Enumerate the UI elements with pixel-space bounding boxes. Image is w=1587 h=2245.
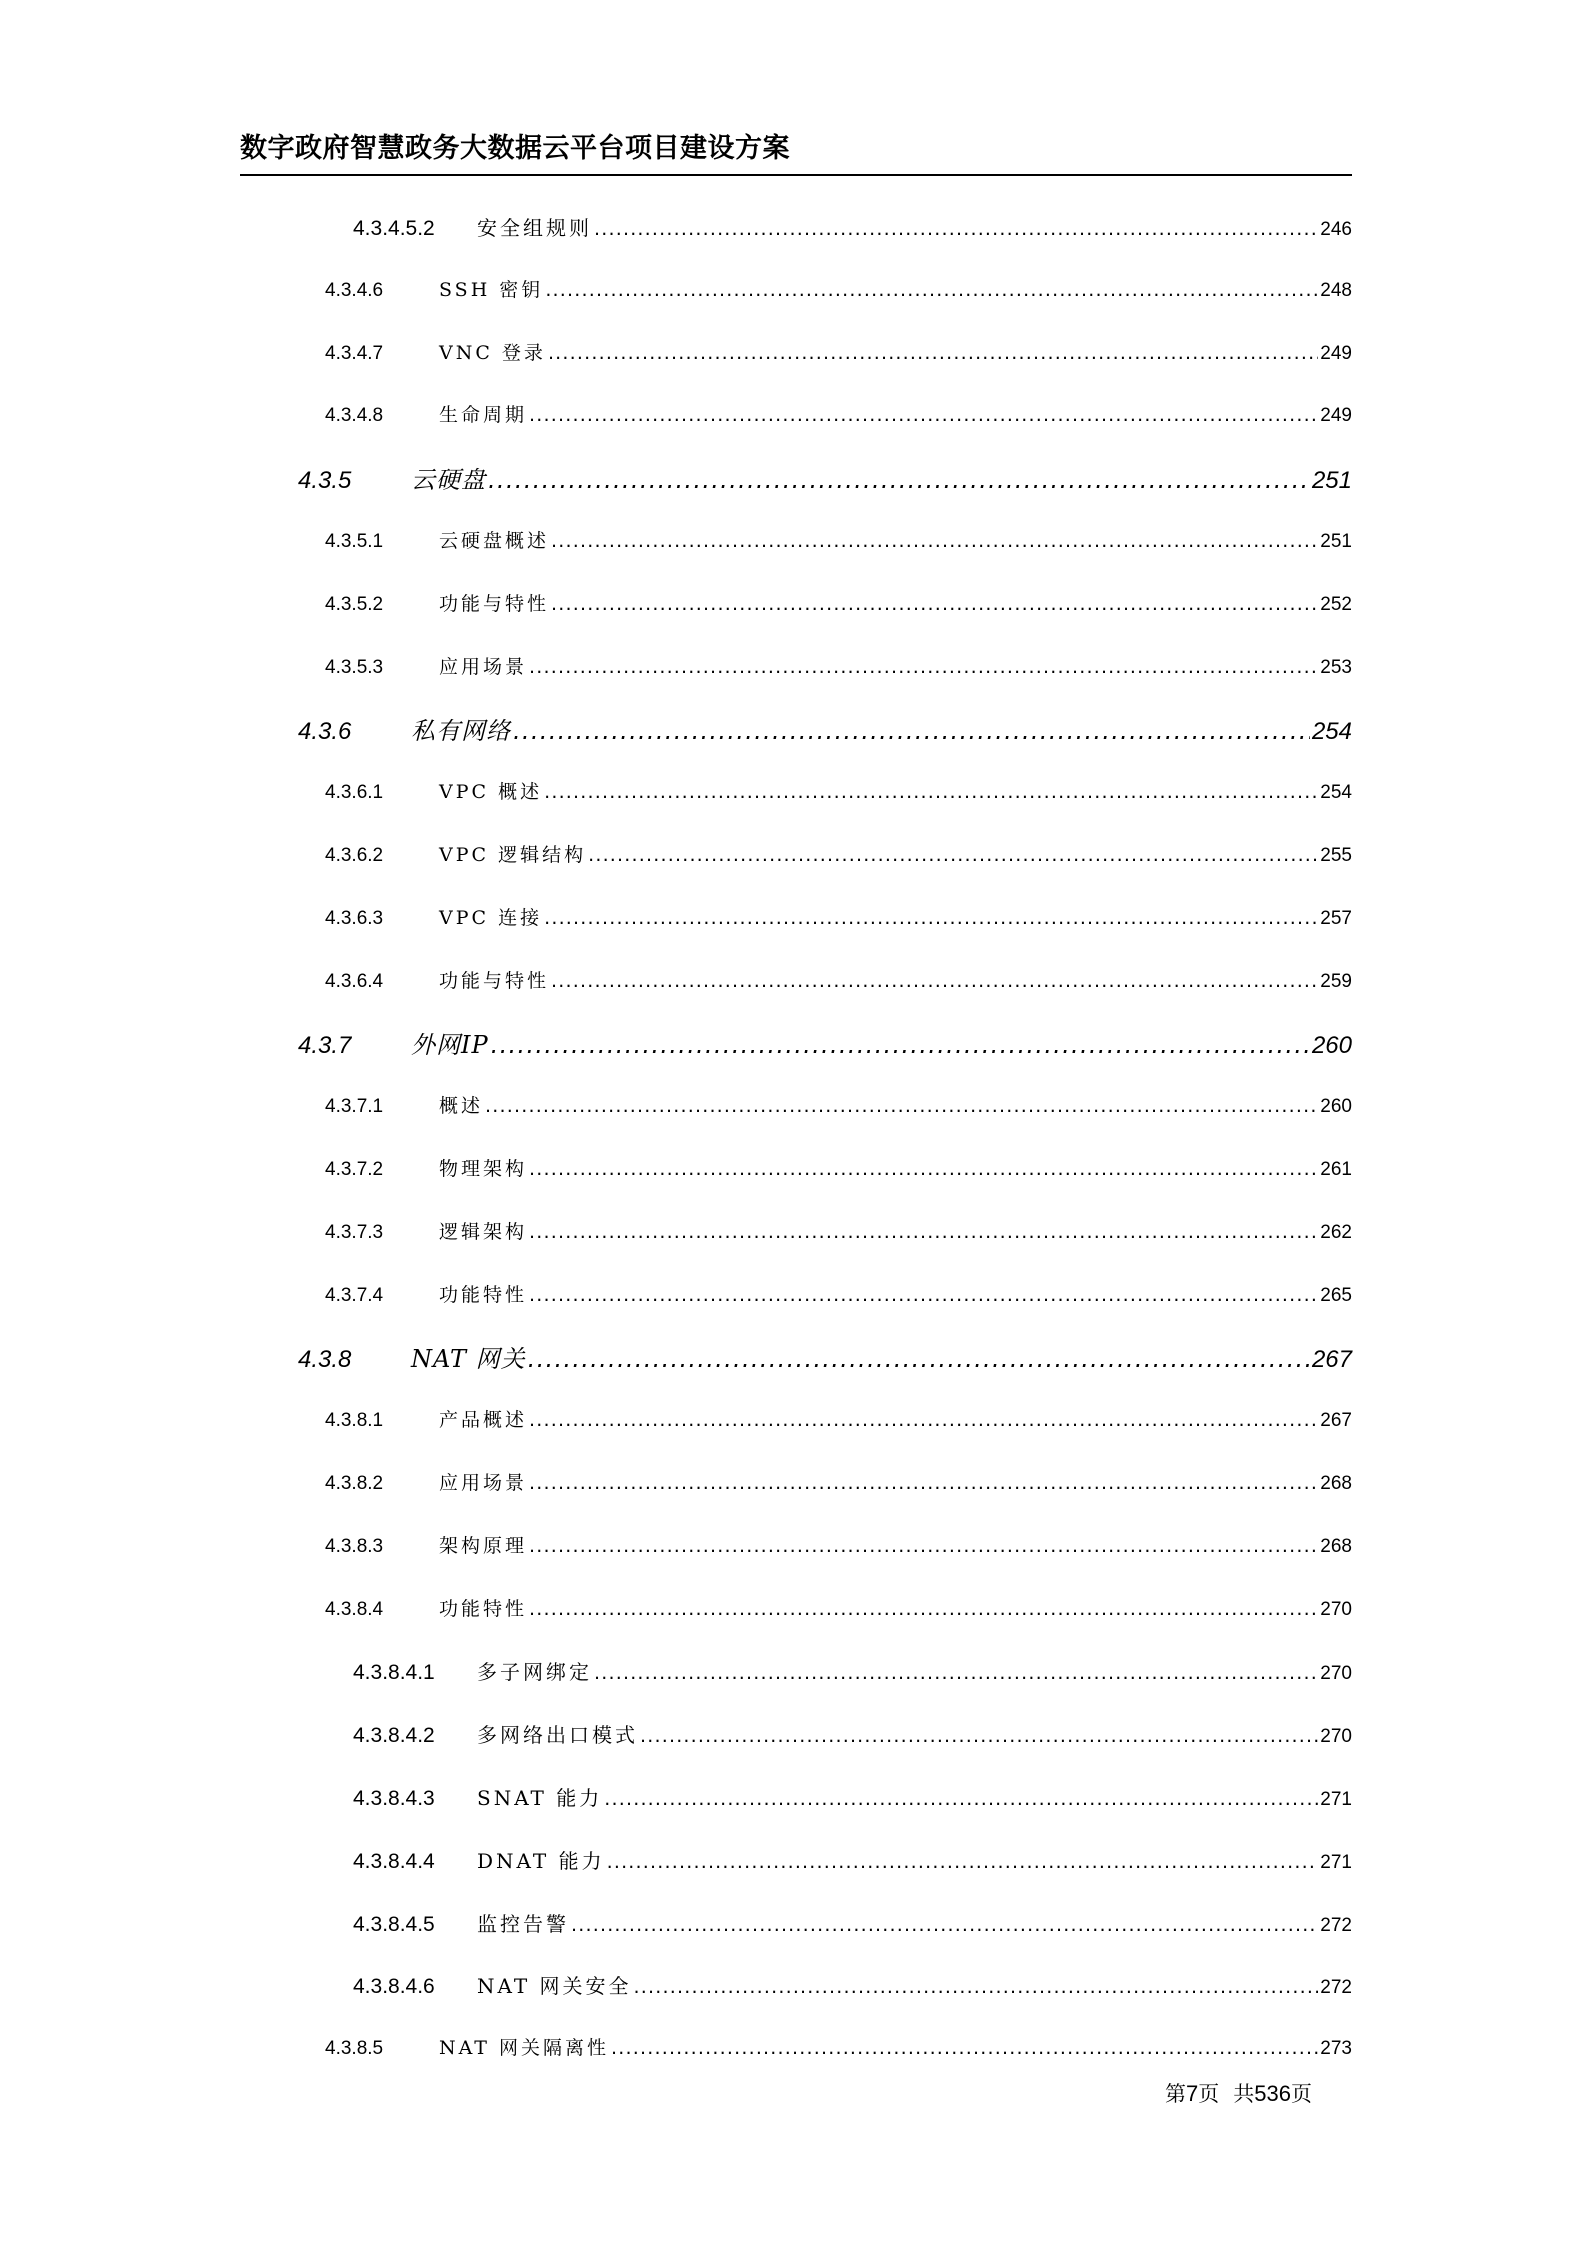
toc-entry-title: 物理架构	[439, 1158, 528, 1180]
toc-entry[interactable]	[325, 2033, 1352, 2063]
toc-entry-number: 4.3.4.8	[325, 405, 384, 427]
toc-entry-number: 4.3.7.2	[325, 1159, 384, 1180]
toc-entry[interactable]	[353, 1970, 1352, 2000]
toc-dot-leader	[529, 1221, 1318, 1243]
toc-dot-leader	[604, 1788, 1318, 1810]
toc-entry-title: 多子网绑定	[477, 1660, 592, 1685]
toc-dot-leader	[634, 1976, 1319, 1998]
toc-entry-page: 261	[1320, 1159, 1352, 1180]
toc-dot-leader	[551, 530, 1318, 552]
toc-entry-page: 272	[1320, 1914, 1352, 1936]
toc-entry-number: 4.3.8.1	[325, 1410, 384, 1432]
toc-entry-number: 4.3.4.6	[325, 279, 384, 301]
toc-entry-number: 4.3.7	[298, 1032, 352, 1060]
toc-entry-page: 249	[1320, 405, 1352, 427]
toc-entry[interactable]	[325, 903, 1352, 933]
toc-entry-number: 4.3.8.4	[325, 1598, 384, 1620]
toc-entry-title: 功能特性	[439, 1597, 528, 1620]
toc-dot-leader	[588, 844, 1318, 866]
toc-entry[interactable]	[325, 777, 1352, 807]
toc-entry[interactable]	[325, 966, 1352, 996]
toc-dot-leader	[548, 342, 1318, 364]
toc-dot-leader	[594, 1662, 1318, 1684]
toc-entry[interactable]	[325, 1594, 1352, 1624]
toc-dot-leader	[529, 1284, 1318, 1306]
toc-entry-title: 外网IP	[411, 1031, 489, 1060]
toc-entry-title: 概述	[439, 1095, 484, 1118]
toc-entry[interactable]	[325, 1531, 1352, 1561]
toc-entry[interactable]	[325, 1154, 1352, 1184]
toc-entry-number: 4.3.8.4.6	[353, 1975, 435, 1999]
toc-entry[interactable]	[325, 275, 1352, 305]
toc-entry[interactable]	[325, 400, 1352, 430]
toc-dot-leader	[594, 218, 1318, 240]
footer-page-suffix: 页	[1198, 2082, 1220, 2106]
toc-entry-page: 267	[1320, 1410, 1352, 1432]
toc-entry-number: 4.3.7.1	[325, 1096, 384, 1118]
toc-dot-leader	[551, 970, 1318, 992]
toc-entry-title: 应用场景	[439, 655, 528, 678]
toc-entry-title: SNAT 能力	[477, 1786, 603, 1810]
toc-entry-title: 生命周期	[439, 404, 528, 427]
total-pages-number: 536	[1254, 2081, 1291, 2106]
toc-entry[interactable]	[353, 212, 1352, 242]
toc-entry-number: 4.3.5	[298, 467, 352, 495]
footer-total-suffix: 页	[1290, 2082, 1312, 2106]
toc-entry[interactable]	[325, 589, 1352, 619]
toc-entry-number: 4.3.4.5.2	[353, 217, 435, 240]
toc-entry-page: 260	[1311, 1032, 1352, 1060]
footer-prefix: 第	[1165, 2082, 1186, 2106]
toc-entry-number: 4.3.7.3	[325, 1221, 384, 1243]
toc-entry-title: SSH 密钥	[439, 278, 544, 301]
toc-entry-number: 4.3.6.3	[325, 907, 384, 929]
toc-entry-title: 云硬盘	[411, 466, 486, 495]
toc-entry-page: 257	[1320, 907, 1352, 929]
toc-entry-title: 私有网络	[411, 717, 511, 746]
toc-entry-title: NAT 网关	[411, 1345, 526, 1374]
toc-entry-page: 248	[1320, 279, 1352, 301]
toc-dot-leader	[544, 907, 1318, 929]
toc-entry-title: 功能与特性	[439, 592, 550, 615]
page-footer	[1165, 2080, 1312, 2108]
toc-entry-number: 4.3.8.4.1	[353, 1661, 435, 1685]
toc-dot-leader	[491, 1031, 1310, 1059]
toc-dot-leader	[529, 1598, 1318, 1620]
toc-dot-leader	[640, 1725, 1318, 1747]
toc-entry-number: 4.3.6	[298, 718, 352, 746]
toc-dot-leader	[544, 781, 1318, 803]
toc-entry-number: 4.3.6.2	[325, 845, 384, 866]
toc-entry-title: VPC 概述	[439, 781, 543, 804]
toc-entry-title: 功能与特性	[439, 969, 550, 992]
current-page-number: 7	[1186, 2081, 1199, 2106]
toc-entry-title: 监控告警	[477, 1911, 569, 1936]
toc-entry-number: 4.3.5.2	[325, 593, 384, 615]
toc-dot-leader	[551, 593, 1318, 615]
toc-entry-number: 4.3.8.4.2	[353, 1724, 435, 1748]
document-title: 数字政府智慧政务大数据云平台项目建设方案	[240, 133, 790, 164]
toc-entry[interactable]	[298, 1339, 1352, 1374]
toc-entry[interactable]	[353, 1656, 1352, 1686]
toc-entry[interactable]	[325, 1405, 1352, 1435]
toc-entry[interactable]	[325, 1217, 1352, 1247]
toc-entry-title: 安全组规则	[477, 216, 592, 240]
toc-entry-number: 4.3.5.1	[325, 531, 384, 552]
toc-entry-title: DNAT 能力	[477, 1848, 605, 1873]
toc-entry-number: 4.3.8.4.5	[353, 1912, 435, 1936]
toc-entry[interactable]	[325, 338, 1352, 368]
toc-dot-leader	[545, 279, 1318, 301]
toc-entry[interactable]	[353, 1908, 1352, 1938]
toc-dot-leader	[529, 656, 1318, 678]
toc-entry[interactable]	[325, 652, 1352, 682]
toc-entry-page: 270	[1320, 1726, 1352, 1748]
toc-entry-page: 254	[1320, 782, 1352, 804]
toc-entry[interactable]	[325, 1468, 1352, 1498]
toc-entry-page: 249	[1320, 342, 1352, 364]
toc-dot-leader	[528, 1345, 1310, 1373]
toc-entry-page: 267	[1311, 1346, 1352, 1374]
toc-entry-page: 268	[1320, 1473, 1352, 1494]
toc-entry-page: 252	[1320, 593, 1352, 615]
toc-entry[interactable]	[353, 1719, 1352, 1749]
toc-entry[interactable]	[325, 1280, 1352, 1310]
toc-entry-title: NAT 网关隔离性	[439, 2037, 610, 2060]
toc-entry-title: VNC 登录	[439, 341, 546, 364]
footer-total-prefix: 共	[1233, 2082, 1255, 2106]
toc-entry-page: 271	[1320, 1851, 1352, 1873]
toc-entry[interactable]	[325, 840, 1352, 870]
toc-entry-title: VPC 连接	[439, 906, 543, 929]
toc-dot-leader	[607, 1851, 1319, 1873]
toc-dot-leader	[571, 1914, 1318, 1936]
toc-dot-leader	[513, 717, 1310, 745]
toc-entry-page: 273	[1320, 2038, 1352, 2060]
toc-entry-page: 272	[1320, 1977, 1352, 1999]
toc-entry-page: 260	[1320, 1096, 1352, 1118]
toc-entry-page: 254	[1311, 718, 1352, 746]
toc-entry-page: 251	[1320, 531, 1352, 552]
toc-entry-page: 271	[1320, 1789, 1352, 1810]
toc-entry[interactable]	[298, 460, 1352, 495]
toc-entry-page: 253	[1320, 656, 1352, 678]
toc-entry-title: 逻辑架构	[439, 1220, 528, 1243]
toc-dot-leader	[529, 1158, 1318, 1180]
toc-entry[interactable]	[298, 711, 1352, 746]
toc-entry-number: 4.3.8	[298, 1346, 352, 1374]
toc-dot-leader	[529, 1535, 1318, 1557]
toc-entry-page: 251	[1311, 467, 1352, 495]
toc-entry-title: VPC 逻辑结构	[439, 844, 587, 866]
toc-entry-page: 246	[1320, 219, 1352, 240]
toc-entry-number: 4.3.8.3	[325, 1535, 384, 1557]
toc-dot-leader	[529, 1409, 1318, 1431]
toc-entry[interactable]	[325, 1091, 1352, 1121]
toc-entry-title: 应用场景	[439, 1472, 528, 1494]
toc-dot-leader	[529, 1472, 1318, 1494]
toc-entry-page: 255	[1320, 845, 1352, 866]
toc-entry-number: 4.3.5.3	[325, 656, 384, 678]
toc-entry[interactable]	[353, 1845, 1352, 1875]
toc-dot-leader	[485, 1095, 1318, 1117]
toc-dot-leader	[488, 466, 1310, 494]
toc-entry[interactable]	[298, 1025, 1352, 1060]
toc-entry-number: 4.3.8.2	[325, 1473, 384, 1494]
toc-entry-page: 265	[1320, 1284, 1352, 1306]
toc-entry-page: 262	[1320, 1221, 1352, 1243]
toc-entry-page: 270	[1320, 1663, 1352, 1685]
toc-entry-title: 多网络出口模式	[477, 1723, 638, 1748]
toc-entry-number: 4.3.8.4.3	[353, 1787, 435, 1810]
toc-entry-number: 4.3.8.5	[325, 2038, 384, 2060]
toc-entry-page: 270	[1320, 1598, 1352, 1620]
toc-entry-title: 云硬盘概述	[439, 530, 550, 552]
toc-entry[interactable]	[353, 1782, 1352, 1812]
toc-entry-title: 功能特性	[439, 1283, 528, 1306]
toc-entry[interactable]	[325, 526, 1352, 556]
toc-dot-leader	[611, 2037, 1318, 2059]
toc-entry-title: 产品概述	[439, 1409, 528, 1432]
toc-entry-page: 268	[1320, 1535, 1352, 1557]
toc-entry-number: 4.3.6.4	[325, 970, 384, 992]
toc-entry-number: 4.3.8.4.4	[353, 1849, 435, 1873]
toc-entry-page: 259	[1320, 970, 1352, 992]
toc-entry-number: 4.3.6.1	[325, 782, 384, 804]
toc-dot-leader	[529, 404, 1318, 426]
toc-entry-number: 4.3.7.4	[325, 1284, 384, 1306]
toc-entry-title: NAT 网关安全	[477, 1974, 632, 1999]
toc-entry-title: 架构原理	[439, 1534, 528, 1557]
toc-entry-number: 4.3.4.7	[325, 342, 384, 364]
